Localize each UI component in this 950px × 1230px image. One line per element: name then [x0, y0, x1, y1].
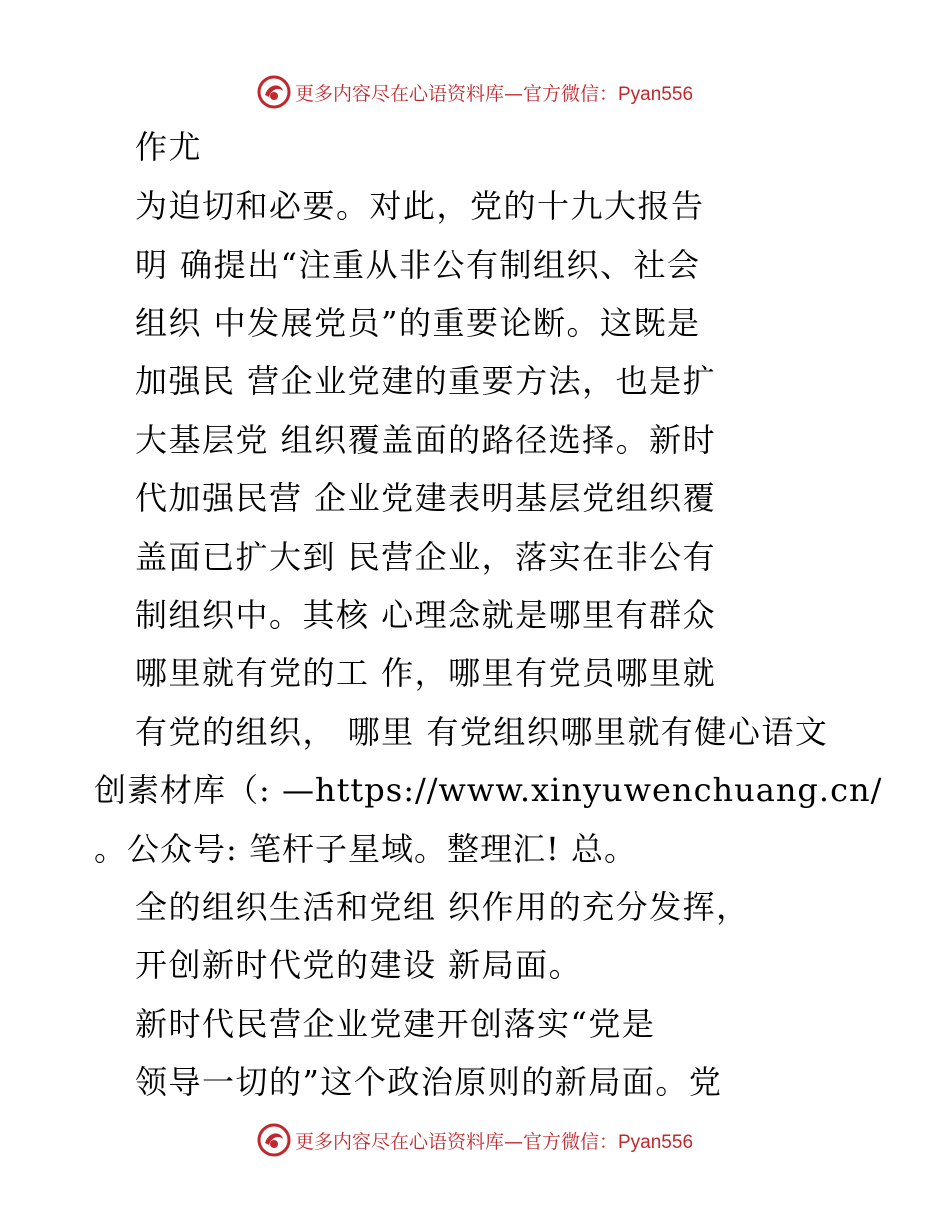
body-line: 领导一切的”这个政治原则的新局面。党 [135, 1063, 723, 1101]
body-line: 开创新时代党的建设 新局面。 [135, 946, 583, 984]
body-line: 有党的组织， 哪里 有党组织哪里就有健心语文 [135, 713, 829, 751]
body-line: 代加强民营 企业党建表明基层党组织覆 [135, 479, 717, 517]
header-watermark-handle: Pyan556 [618, 83, 694, 105]
body-line: 明 确提出“注重从非公有制组织、社会 [135, 246, 701, 284]
body-line: 为迫切和必要。对此，党的十九大报告 [135, 187, 705, 225]
footer-watermark-banner [0, 1118, 950, 1162]
body-line: 哪里就有党的工 作，哪里有党员哪里就 [135, 654, 717, 692]
footer-watermark-handle: Pyan556 [618, 1131, 694, 1153]
body-line-url: 创素材库（: —https://www.xinyuwenchuang.cn/ [94, 771, 883, 809]
body-line: 新时代民营企业党建开创落实“党是 [135, 1005, 656, 1043]
red-swirl-logo-icon [257, 75, 291, 109]
body-line: 大基层党 组织覆盖面的路径选择。新时 [135, 421, 717, 459]
footer-watermark-prefix: 更多内容尽在心语资料库—官方微信： [294, 1130, 618, 1153]
body-line: 盖面已扩大到 民营企业，落实在非公有 [135, 538, 717, 576]
header-watermark-prefix: 更多内容尽在心语资料库—官方微信： [294, 82, 618, 105]
body-line: 加强民 营企业党建的重要方法，也是扩 [135, 362, 717, 400]
body-line: 作尤 [135, 128, 203, 166]
body-line: 。公众号: 笔杆子星域。整理汇! 总。 [94, 830, 637, 868]
footer-watermark-text [295, 1127, 693, 1154]
body-line: 制组织中。其核 心理念就是哪里有群众 [135, 596, 717, 634]
body-line: 组织 中发展党员”的重要论断。这既是 [135, 304, 701, 342]
header-watermark-banner [0, 70, 950, 114]
body-line: 全的组织生活和党组 织作用的充分发挥， [135, 888, 750, 926]
red-swirl-logo-icon [257, 1123, 291, 1157]
header-watermark-text [295, 79, 693, 106]
